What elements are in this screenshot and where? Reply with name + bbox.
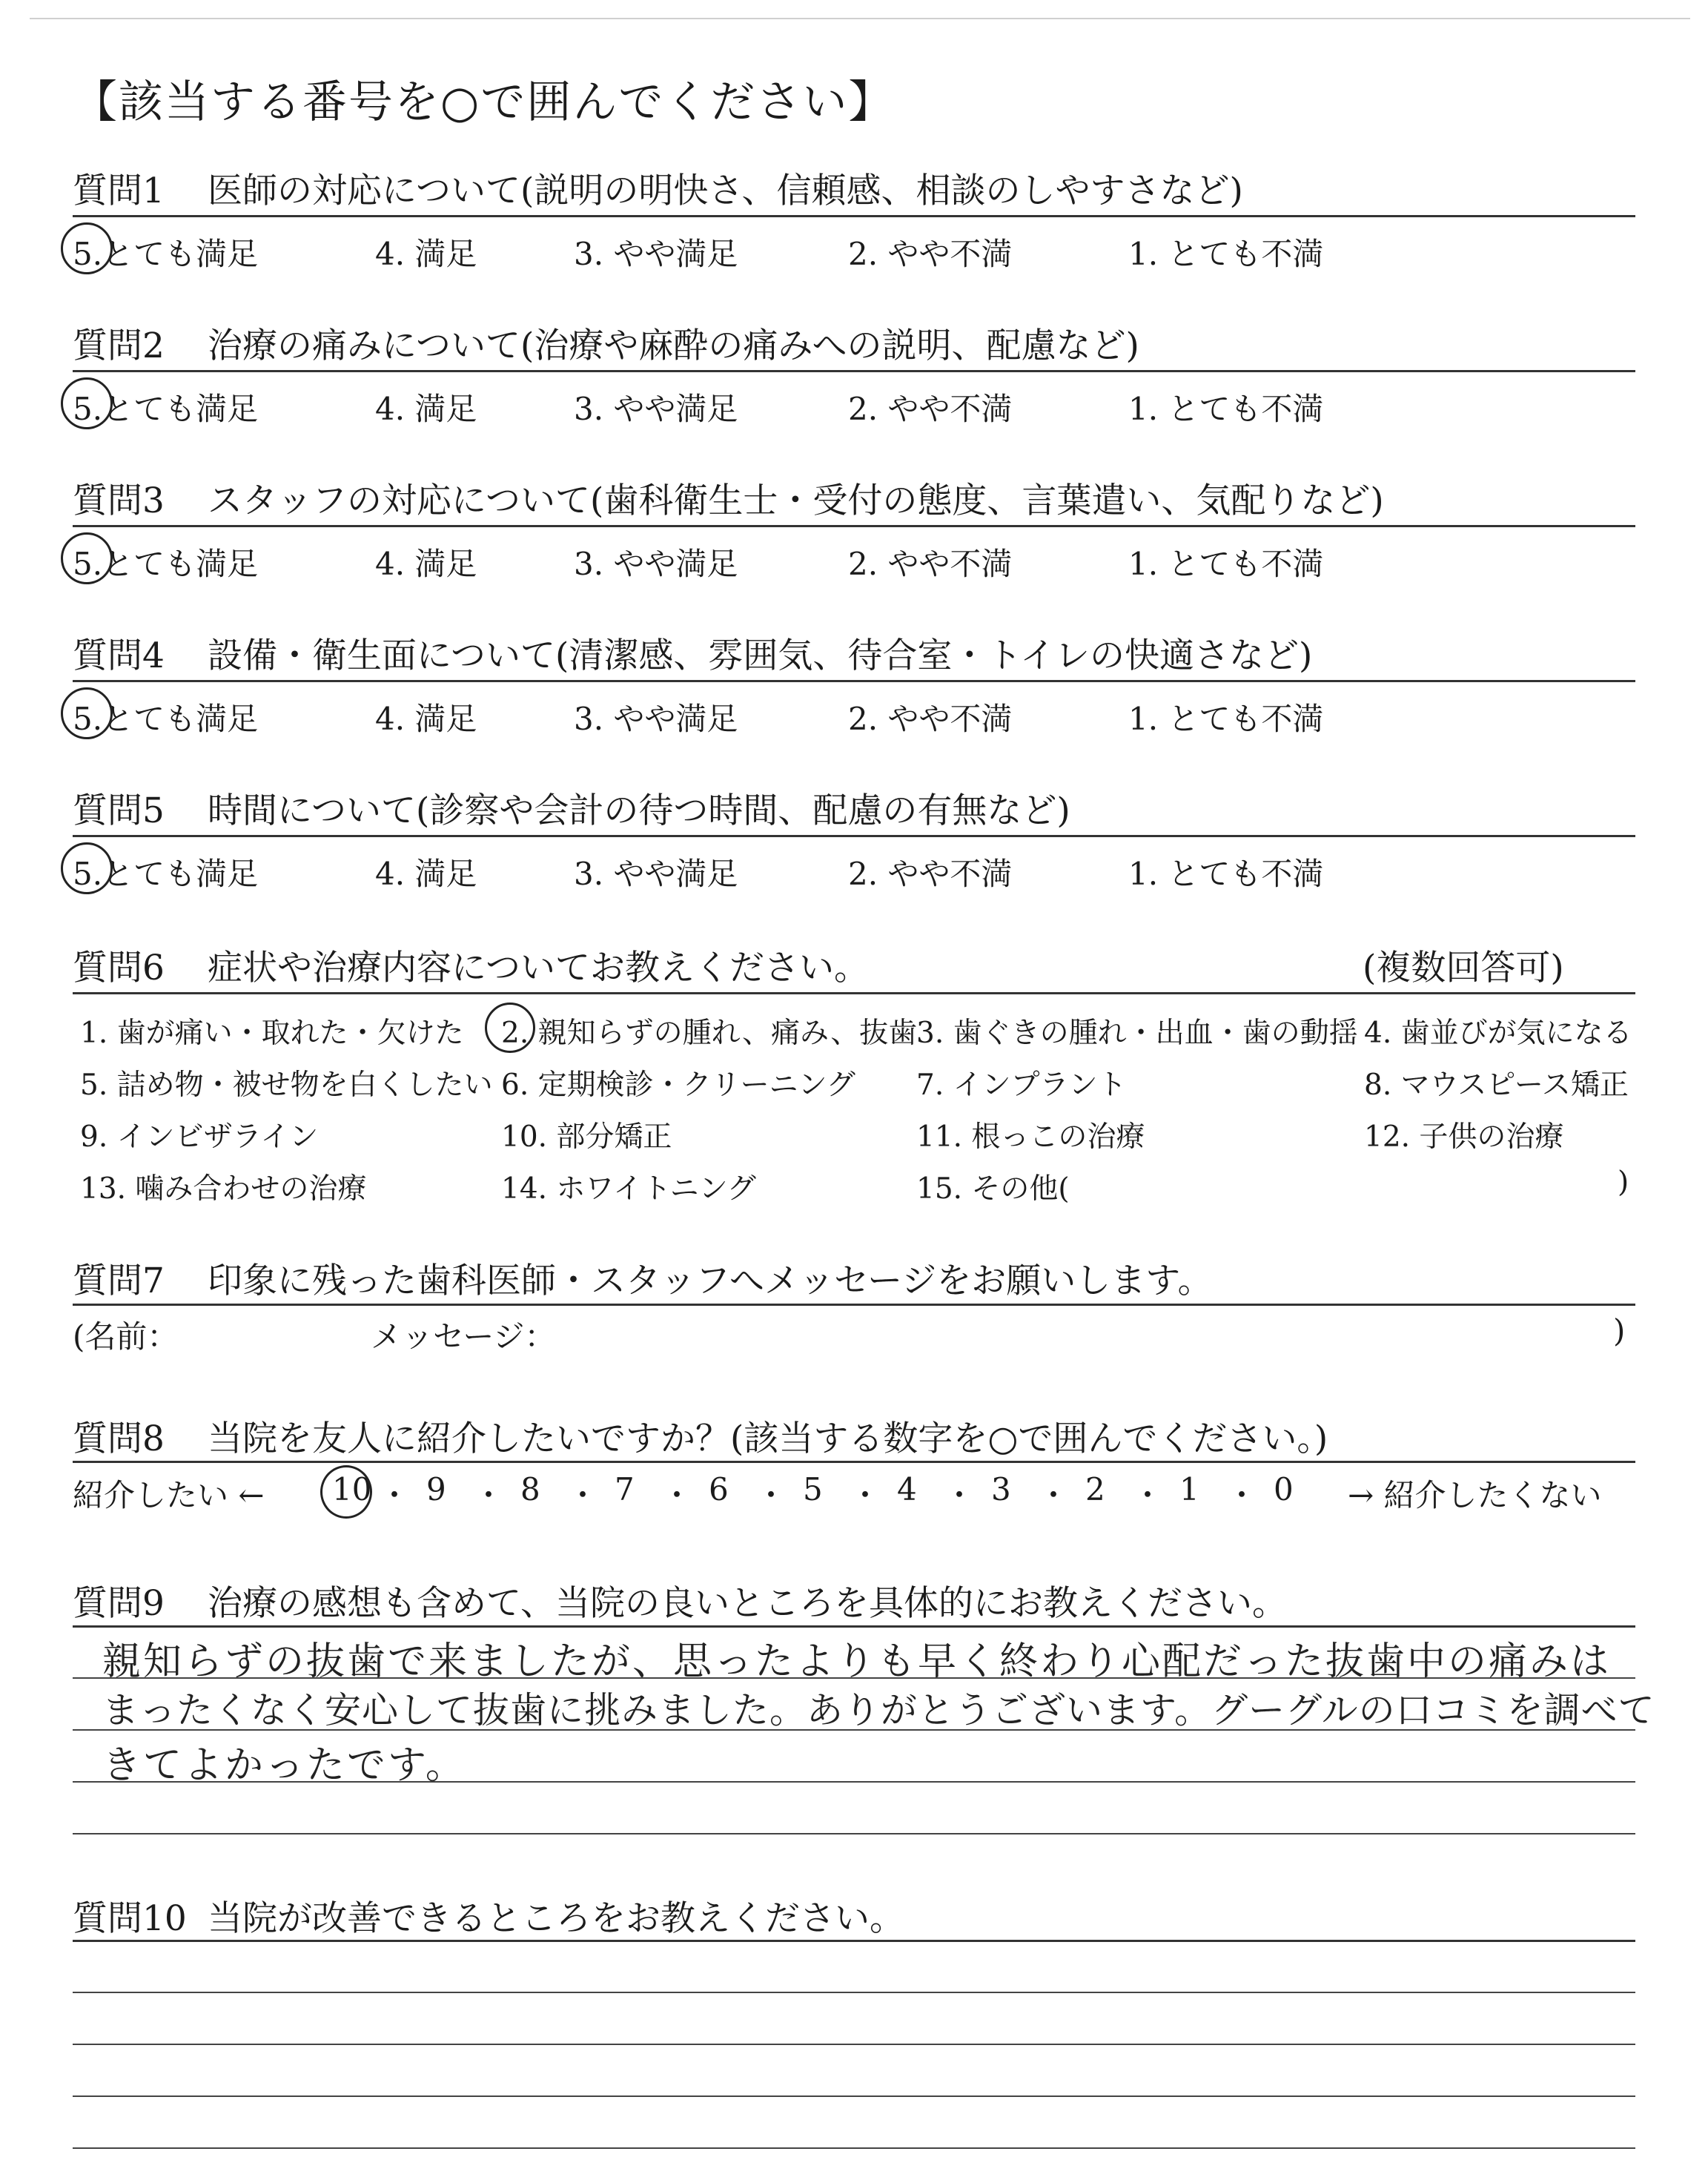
question-4-rule bbox=[73, 680, 1635, 682]
handwritten-answer-line: 親知らずの抜歯で来ましたが、思ったよりも早く終わり心配だった抜歯中の痛みは bbox=[102, 1639, 1612, 1684]
rating-option[interactable]: 2. やや不満 bbox=[848, 856, 1013, 892]
treatment-option[interactable]: 2. 親知らずの腫れ、痛み、抜歯 bbox=[501, 1017, 918, 1050]
question-4 bbox=[73, 628, 1312, 678]
rating-option[interactable]: 1. とても不満 bbox=[1128, 236, 1324, 272]
question-text: 時間について(診察や会計の待つ時間、配慮の有無など) bbox=[208, 790, 1070, 831]
scale-separator: ・ bbox=[755, 1477, 787, 1513]
treatment-option[interactable]: 15. その他( bbox=[916, 1172, 1070, 1206]
question-6-rule bbox=[73, 992, 1635, 994]
message-close-paren: ) bbox=[1613, 1312, 1626, 1349]
question-10 bbox=[73, 1891, 904, 1941]
name-label: (名前： bbox=[73, 1318, 179, 1355]
rating-option[interactable]: 5.とても満足 bbox=[73, 701, 259, 737]
question-number: 質問8 bbox=[73, 1418, 165, 1459]
selected-circle-mark bbox=[485, 1003, 535, 1053]
rating-option[interactable]: 3. やや満足 bbox=[574, 391, 738, 427]
question-text: スタッフの対応について(歯科衛生士・受付の態度、言葉遣い、気配りなど) bbox=[208, 480, 1384, 521]
rating-option[interactable]: 3. やや満足 bbox=[574, 236, 738, 272]
scale-separator: ・ bbox=[661, 1477, 693, 1513]
rating-option[interactable]: 2. やや不満 bbox=[848, 391, 1013, 427]
question-text: 症状や治療内容についてお教えください。 bbox=[208, 948, 870, 988]
scale-separator: ・ bbox=[850, 1477, 881, 1513]
rating-option[interactable]: 5.とても満足 bbox=[73, 391, 259, 427]
treatment-option[interactable]: 5. 詰め物・被せ物を白くしたい bbox=[80, 1069, 493, 1102]
rating-option[interactable]: 5.とても満足 bbox=[73, 236, 259, 272]
question-5-rule bbox=[73, 835, 1635, 837]
question-number: 質問9 bbox=[73, 1583, 165, 1624]
selected-circle-mark bbox=[61, 532, 113, 584]
question-number: 質問6 bbox=[73, 948, 165, 988]
question-text: 医師の対応について(説明の明快さ、信頼感、相談のしやすさなど) bbox=[208, 171, 1243, 211]
selected-circle-mark bbox=[61, 842, 113, 894]
scale-separator: ・ bbox=[567, 1477, 599, 1513]
question-1-rule bbox=[73, 215, 1635, 217]
answer-line bbox=[73, 2044, 1635, 2045]
treatment-option[interactable]: 8. マウスピース矯正 bbox=[1364, 1069, 1629, 1102]
message-label[interactable]: メッセージ： bbox=[371, 1318, 556, 1355]
scale-separator: ・ bbox=[1038, 1477, 1070, 1513]
selected-circle-mark bbox=[320, 1465, 372, 1519]
scale-separator: ・ bbox=[473, 1477, 505, 1513]
scale-number[interactable]: 3 bbox=[991, 1471, 1011, 1507]
question-text: 当院が改善できるところをお教えください。 bbox=[208, 1898, 904, 1939]
scale-left-label: 紹介したい ← bbox=[73, 1477, 265, 1513]
question-2 bbox=[73, 318, 1139, 368]
selected-circle-mark bbox=[61, 222, 113, 274]
treatment-option[interactable]: 6. 定期検診・クリーニング bbox=[501, 1069, 855, 1102]
answer-line bbox=[73, 2095, 1635, 2097]
top-rule bbox=[30, 18, 1690, 19]
question-text: 当院を友人に紹介したいですか？(該当する数字を○で囲んでください。) bbox=[208, 1418, 1328, 1459]
scale-number[interactable]: 7 bbox=[615, 1471, 635, 1507]
treatment-option[interactable]: 14. ホワイトニング bbox=[501, 1172, 756, 1206]
other-close-paren: ) bbox=[1618, 1166, 1629, 1199]
question-8 bbox=[73, 1411, 1328, 1461]
scale-right-label: → 紹介したくない bbox=[1348, 1477, 1602, 1513]
rating-option[interactable]: 5.とても満足 bbox=[73, 856, 259, 892]
question-number: 質問7 bbox=[73, 1261, 165, 1301]
rating-option[interactable]: 2. やや不満 bbox=[848, 236, 1013, 272]
rating-option[interactable]: 4. 満足 bbox=[375, 701, 477, 737]
rating-option[interactable]: 3. やや満足 bbox=[574, 546, 738, 582]
rating-option[interactable]: 5.とても満足 bbox=[73, 546, 259, 582]
selected-circle-mark bbox=[61, 377, 113, 429]
rating-option[interactable]: 4. 満足 bbox=[375, 391, 477, 427]
question-6 bbox=[73, 940, 1564, 990]
rating-option[interactable]: 1. とても不満 bbox=[1128, 391, 1324, 427]
scale-number[interactable]: 1 bbox=[1179, 1471, 1199, 1507]
question-note: (複数回答可) bbox=[1363, 948, 1564, 988]
treatment-option[interactable]: 4. 歯並びが気になる bbox=[1364, 1017, 1632, 1050]
question-number: 質問1 bbox=[73, 171, 165, 211]
question-number: 質問4 bbox=[73, 635, 165, 676]
question-2-rule bbox=[73, 370, 1635, 372]
treatment-option[interactable]: 11. 根っこの治療 bbox=[916, 1120, 1145, 1154]
rating-option[interactable]: 2. やや不満 bbox=[848, 701, 1013, 737]
scale-separator: ・ bbox=[1132, 1477, 1164, 1513]
question-9 bbox=[73, 1576, 1287, 1625]
answer-line bbox=[73, 2147, 1635, 2149]
question-number: 質問10 bbox=[73, 1898, 187, 1939]
scale-number[interactable]: 10 bbox=[332, 1471, 372, 1507]
rating-option[interactable]: 3. やや満足 bbox=[574, 701, 738, 737]
treatment-option[interactable]: 10. 部分矯正 bbox=[501, 1120, 672, 1154]
rating-option[interactable]: 4. 満足 bbox=[375, 236, 477, 272]
scale-number[interactable]: 8 bbox=[520, 1471, 540, 1507]
question-7-rule bbox=[73, 1304, 1635, 1306]
rating-option[interactable]: 4. 満足 bbox=[375, 546, 477, 582]
treatment-option[interactable]: 3. 歯ぐきの腫れ・出血・歯の動揺 bbox=[916, 1017, 1358, 1050]
question-5 bbox=[73, 783, 1070, 833]
scale-number[interactable]: 9 bbox=[426, 1471, 446, 1507]
answer-line bbox=[73, 1833, 1635, 1834]
question-number: 質問3 bbox=[73, 480, 165, 521]
question-9-rule bbox=[73, 1625, 1635, 1628]
question-text: 印象に残った歯科医師・スタッフへメッセージをお願いします。 bbox=[208, 1261, 1213, 1301]
rating-option[interactable]: 4. 満足 bbox=[375, 856, 477, 892]
rating-option[interactable]: 1. とても不満 bbox=[1128, 856, 1324, 892]
question-3 bbox=[73, 473, 1384, 523]
treatment-option[interactable]: 1. 歯が痛い・取れた・欠けた bbox=[80, 1017, 464, 1050]
question-3-rule bbox=[73, 525, 1635, 527]
treatment-option[interactable]: 9. インビザライン bbox=[80, 1120, 319, 1154]
scale-separator: ・ bbox=[944, 1477, 976, 1513]
scale-number[interactable]: 5 bbox=[803, 1471, 823, 1507]
question-text: 治療の感想も含めて、当院の良いところを具体的にお教えください。 bbox=[208, 1583, 1288, 1624]
treatment-option[interactable]: 7. インプラント bbox=[916, 1069, 1127, 1102]
question-text: 治療の痛みについて(治療や麻酔の痛みへの説明、配慮など) bbox=[208, 326, 1139, 366]
scale-number[interactable]: 4 bbox=[897, 1471, 917, 1507]
scale-number[interactable]: 6 bbox=[709, 1471, 729, 1507]
scale-number[interactable]: 0 bbox=[1274, 1471, 1294, 1507]
rating-option[interactable]: 2. やや不満 bbox=[848, 546, 1013, 582]
question-7 bbox=[73, 1253, 1212, 1303]
question-number: 質問5 bbox=[73, 790, 165, 831]
handwritten-answer-line: まったくなく安心して抜歯に挑みました。ありがとうございます。グーグルの口コミを調べて bbox=[102, 1689, 1655, 1731]
rating-option[interactable]: 3. やや満足 bbox=[574, 856, 738, 892]
question-number: 質問2 bbox=[73, 326, 165, 366]
question-10-rule bbox=[73, 1940, 1635, 1942]
scale-separator: ・ bbox=[1226, 1477, 1258, 1513]
handwritten-answer-line: きてよかったです。 bbox=[102, 1743, 466, 1788]
treatment-option[interactable]: 12. 子供の治療 bbox=[1364, 1120, 1564, 1154]
question-text: 設備・衛生面について(清潔感、雰囲気、待合室・トイレの快適さなど) bbox=[208, 635, 1313, 676]
treatment-option[interactable]: 13. 噛み合わせの治療 bbox=[80, 1172, 367, 1206]
answer-line bbox=[73, 1992, 1635, 1993]
selected-circle-mark bbox=[61, 687, 113, 739]
page-heading: 【該当する番号を○で囲んでください】 bbox=[73, 76, 895, 128]
question-1 bbox=[73, 163, 1243, 213]
scale-number[interactable]: 2 bbox=[1085, 1471, 1105, 1507]
question-8-rule bbox=[73, 1461, 1635, 1463]
rating-option[interactable]: 1. とても不満 bbox=[1128, 546, 1324, 582]
rating-option[interactable]: 1. とても不満 bbox=[1128, 701, 1324, 737]
scale-separator: ・ bbox=[379, 1477, 411, 1513]
